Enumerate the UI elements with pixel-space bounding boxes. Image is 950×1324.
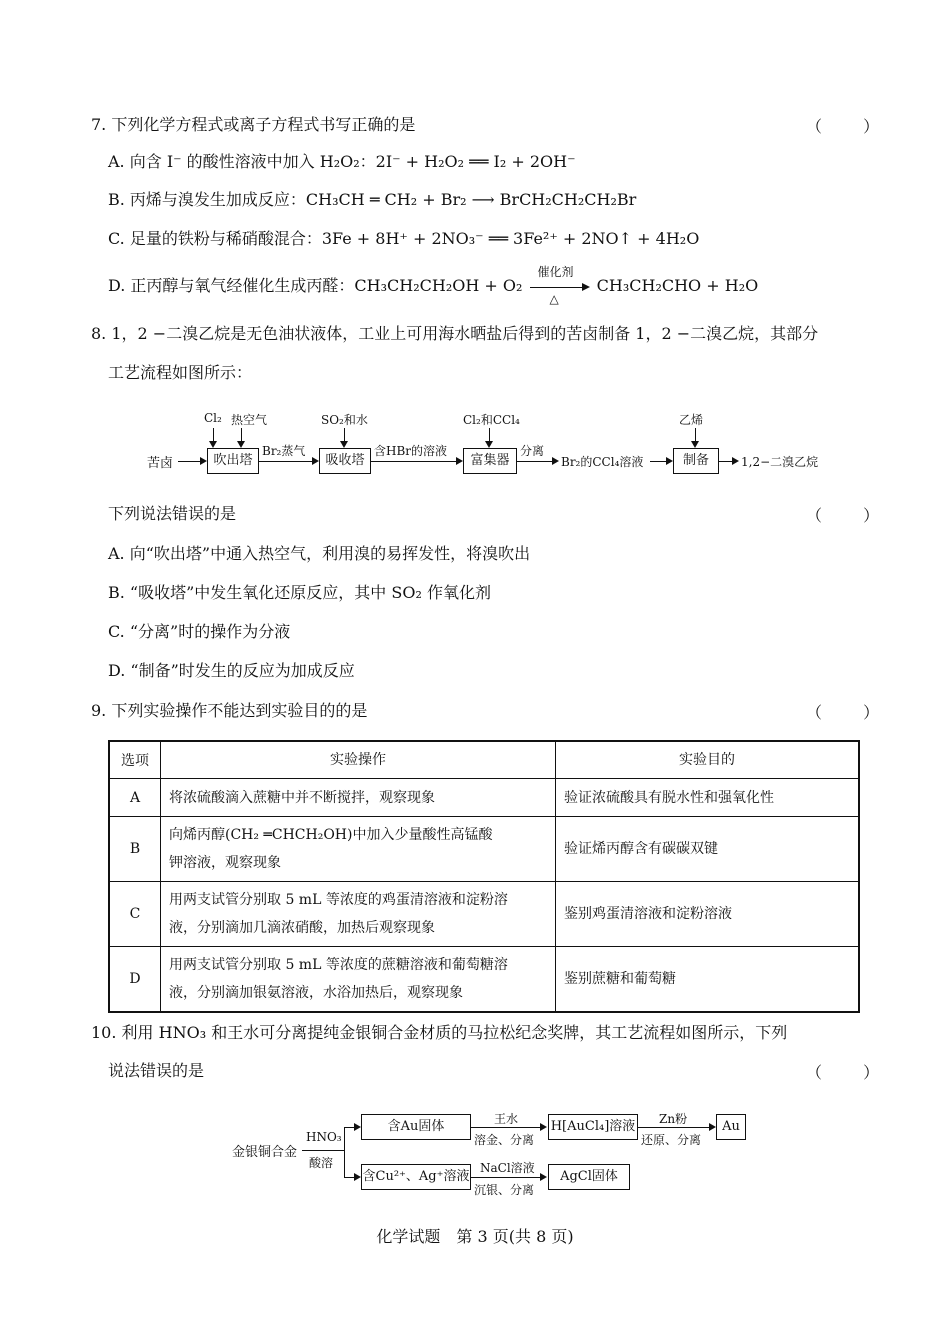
box-blow-out-tower: 吹出塔 — [207, 448, 259, 474]
row-operation: 用两支试管分别取 5 mL 等浓度的蔗糖溶液和葡萄糖溶 液，分别滴加银氨溶液，水浴加热后，观察现象 — [161, 947, 556, 1013]
reaction-arrow — [528, 264, 592, 306]
header-operation: 实验操作 — [161, 741, 556, 779]
arrow-label-hbr-solution: 含HBr的溶液 — [374, 444, 448, 458]
table-row — [109, 947, 859, 1013]
arrow-label-nacl-solution: NaCl溶液 — [480, 1161, 535, 1175]
q8-option-d: D. “制备”时发生的反应为加成反应 — [108, 661, 355, 680]
q8-option-c: C. “分离”时的操作为分液 — [108, 622, 291, 641]
q8-stem-line1: 8. 1，2 −二溴乙烷是无色油状液体，工业上可用海水晒盐后得到的苦卤制备 1，2 −二溴乙烷，其部分 — [91, 324, 819, 343]
row-operation: 用两支试管分别取 5 mL 等浓度的鸡蛋清溶液和淀粉溶 液，分别滴加几滴浓硝酸，加热后观察现象 — [161, 882, 556, 947]
q8-option-a: A. 向“吹出塔”中通入热空气，利用溴的易挥发性，将溴吹出 — [108, 544, 531, 563]
box-preparation: 制备 — [673, 448, 719, 474]
arrow-label-aqua-regia: 王水 — [494, 1112, 519, 1126]
arrow-label-dissolve-gold: 溶金、分离 — [474, 1133, 535, 1147]
q10-stem-line2: 说法错误的是 — [108, 1061, 205, 1080]
q8-answer-paren: （ ） — [806, 506, 898, 525]
heat-label: △ — [549, 291, 559, 306]
q7-option-b: B. 丙烯与溴发生加成反应：CH₃CH ═ CH₂ + Br₂ ⟶ BrCH₂CH₂CH₂Br — [108, 190, 637, 209]
arrow-label-zn-powder: Zn粉 — [659, 1112, 688, 1126]
box-agcl-solid: AgCl固体 — [548, 1164, 630, 1190]
row-operation: 将浓硫酸滴入蔗糖中并不断搅拌，观察现象 — [161, 779, 556, 817]
page-footer: 化学试题 第 3 页(共 8 页) — [376, 1227, 574, 1246]
flow-br2-ccl4-solution: Br₂的CCl₄溶液 — [561, 455, 644, 469]
table-row — [109, 882, 859, 947]
q9-answer-paren: （ ） — [806, 703, 898, 722]
row-operation: 向烯丙醇(CH₂ ═CHCH₂OH)中加入少量酸性高锰酸 钾溶液，观察现象 — [161, 817, 556, 882]
input-ethylene: 乙烯 — [679, 413, 704, 427]
q8-stem-line2: 工艺流程如图所示： — [108, 363, 253, 382]
box-au-solid: 含Au固体 — [361, 1114, 471, 1140]
q7-option-d — [108, 264, 759, 306]
q9-stem: 9. 下列实验操作不能达到实验目的的是 — [91, 701, 368, 720]
input-cl2: Cl₂ — [204, 411, 222, 425]
box-au: Au — [716, 1114, 746, 1140]
q10-stem-line1: 10. 利用 HNO₃ 和王水可分离提纯金银铜合金材质的马拉松纪念奖牌，其工艺流程如图所示，下列 — [91, 1023, 788, 1042]
q7-option-a: A. 向含 I⁻ 的酸性溶液中加入 H₂O₂：2I⁻ + H₂O₂ ══ I₂ + 2OH⁻ — [108, 152, 576, 171]
input-hot-air: 热空气 — [231, 413, 268, 427]
q8-option-b: B. “吸收塔”中发生氧化还原反应，其中 SO₂ 作氧化剂 — [108, 583, 491, 602]
input-cl2-ccl4: Cl₂和CCl₄ — [463, 413, 520, 427]
row-option: D — [109, 947, 161, 1013]
q9-experiment-table — [108, 740, 860, 1013]
q7-option-c: C. 足量的铁粉与稀硝酸混合：3Fe + 8H⁺ + 2NO₃⁻ ══ 3Fe²⁺ + 2NO↑ + 4H₂O — [108, 229, 700, 248]
row-purpose: 鉴别鸡蛋清溶液和淀粉溶液 — [556, 882, 860, 947]
q7-answer-paren: （ ） — [806, 117, 898, 136]
flow-end-dibromoethane: 1,2−二溴乙烷 — [741, 455, 819, 469]
arrow-label-reduce-separate: 还原、分离 — [641, 1133, 702, 1147]
table-row — [109, 779, 859, 817]
arrow-label-separate: 分离 — [520, 444, 545, 458]
q7-option-d-products: CH₃CH₂CHO + H₂O — [596, 276, 759, 295]
row-purpose: 验证浓硫酸具有脱水性和强氧化性 — [556, 779, 860, 817]
arrow-label-br2-vapor: Br₂蒸气 — [262, 444, 306, 458]
q7-stem: 7. 下列化学方程式或离子方程式书写正确的是 — [91, 115, 416, 134]
split-label-acid-dissolve: 酸溶 — [309, 1156, 334, 1170]
row-option: A — [109, 779, 161, 817]
q10-answer-paren: （ ） — [806, 1063, 898, 1082]
box-haucl4-solution: H[AuCl₄]溶液 — [548, 1114, 638, 1140]
row-purpose: 鉴别蔗糖和葡萄糖 — [556, 947, 860, 1013]
header-purpose: 实验目的 — [556, 741, 860, 779]
box-absorption-tower: 吸收塔 — [319, 448, 371, 474]
arrow-label-precipitate-silver: 沉银、分离 — [474, 1183, 535, 1197]
catalyst-label: 催化剂 — [537, 264, 574, 279]
flow-start-alloy: 金银铜合金 — [232, 1145, 298, 1160]
header-option: 选项 — [109, 741, 161, 779]
input-so2-water: SO₂和水 — [321, 413, 368, 427]
row-option: C — [109, 882, 161, 947]
box-enricher: 富集器 — [463, 448, 517, 474]
q7-option-d-reactants: D. 正丙醇与氧气经催化生成丙醛：CH₃CH₂CH₂OH + O₂ — [108, 276, 523, 295]
table-row — [109, 817, 859, 882]
flow-start-bitterns: 苦卤 — [147, 456, 174, 471]
q8-ask: 下列说法错误的是 — [108, 504, 237, 523]
table-header-row — [109, 741, 859, 779]
row-option: B — [109, 817, 161, 882]
box-cu-ag-solution: 含Cu²⁺、Ag⁺溶液 — [361, 1164, 471, 1190]
split-label-hno3: HNO₃ — [306, 1130, 342, 1144]
row-purpose: 验证烯丙醇含有碳碳双键 — [556, 817, 860, 882]
